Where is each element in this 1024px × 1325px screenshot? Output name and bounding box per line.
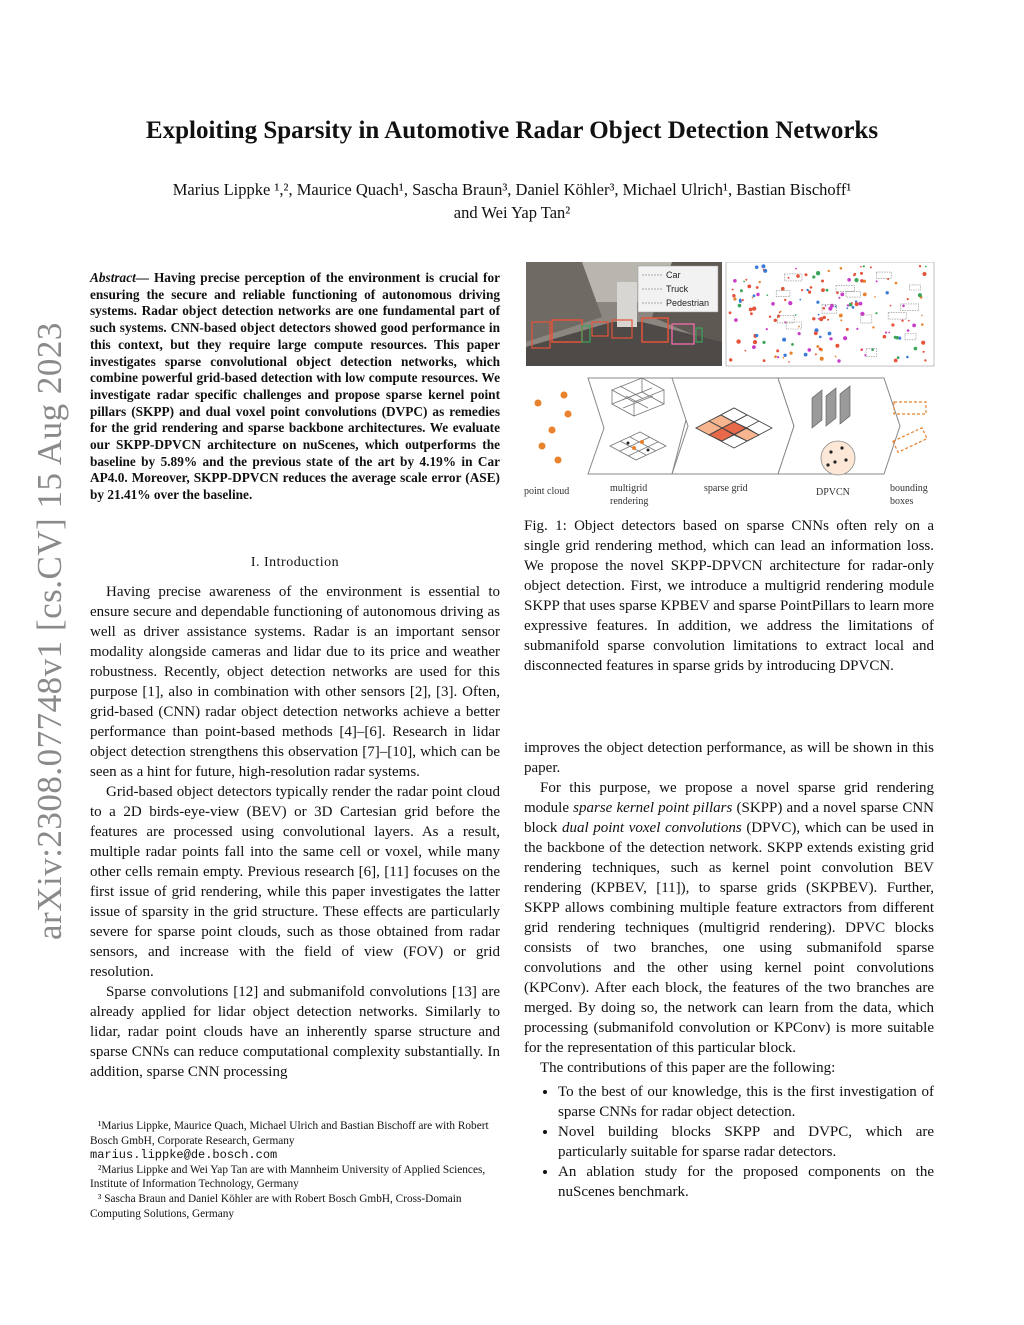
abstract [90,270,500,504]
figure-1-caption: Fig. 1: Object detectors based on sparse CNNs often rely on a single grid rendering method, which can lead an information loss. We propose the novel SKPP-DPVCN architecture for radar-only object detection. First, we introduce a multigrid rendering module SKPP that uses sparse KPBEV and sparse PointPillars to learn more expressive features. In addition, we address the limitations of submanifold sparse convolution limitations to extract local and disconnected features in sparse grids by introducing DPVCN. [524,518,934,674]
p2-text-c: (DPVC), which can be used in the backbone of the detection network. SKPP extends existing grid rendering techniques, such as kernel point convolution BEV rendering (KPBEV, [11]), to sparse grids (SKPBEV). Further, SKPP allows combining multiple feature extractors from different grid rendering techniques (multigrid rendering). DPVC blocks consists of two branches, one using submanifold sparse convolutions and the other using kernel point convolutions (KPConv). After each block, the features of the two branches are merged. By doing so, the network can learn from the data, which processing (submanifold convolution or KPConv) is more suitable for the representation of this particular block. [524,820,935,1056]
p2-emphasis-skpp: sparse kernel point pillars [573,800,733,816]
dpvcn-stage [778,378,900,475]
legend-car: Car [666,270,681,280]
intro-paragraph: Grid-based object detectors typically render the radar point cloud to a 2D birds-eye-view (BEV) or 3D Cartesian grid before the features are processed using convolutional layers. As a result, multiple radar points fall into the same cell or voxel, while many other cells remain empty. Previous research [6], [11] focuses on the first issue of grid rendering, while this paper investigates the latter issue of sparsity in the grid structure. These effects are particularly severe for sparse point clouds, such as those obtained from radar sensors, and increase with the field of view (FOV) or grid resolution. [90,784,500,980]
legend-truck: Truck [666,284,689,294]
author-line-2: and Wei Yap Tan² [453,203,571,222]
section-heading-introduction: I. Introduction [250,555,340,570]
intro-paragraph: Sparse convolutions [12] and submanifold convolutions [13] are already applied for lidar object detection networks. Similarly to lidar, radar point clouds have an inherently sparse structure and sparse CNNs can reduce computational complexity substantially. In addition, sparse CNN processing [90,984,500,1080]
figure-1-graphic [522,262,936,512]
abstract-label: Abstract— [90,270,150,285]
footnote-3: ³ Sascha Braun and Daniel Köhler are with Robert Bosch GmbH, Cross-Domain Computing Solutions, Germany [90,1192,462,1220]
paper-title: Exploiting Sparsity in Automotive Radar Object Detection Networks [145,117,879,144]
footnotes [90,1119,500,1221]
p2-text-a: For this purpose, we propose a novel sparse grid rendering module [524,780,934,816]
label-multigrid: multigrid [610,483,648,494]
right-paragraph-2 [524,778,934,1058]
legend [638,266,718,312]
label-bounding: bounding [890,483,928,494]
radar-bev-image [726,262,934,366]
right-paragraph-1: improves the object detection performance, as will be shown in this paper. [524,740,934,776]
label-point-cloud: point cloud [524,486,570,497]
point-cloud-stage [535,392,572,464]
p2-text-b: (SKPP) and a novel sparse CNN block [524,800,934,836]
label-dpvcn: DPVCN [816,487,850,498]
p2-emphasis-dpvc: dual point voxel convolutions [561,820,742,836]
introduction-body [90,582,500,1082]
label-rendering: rendering [610,496,649,507]
legend-pedestrian: Pedestrian [666,298,710,308]
label-boxes: boxes [890,496,914,507]
footnote-1: ¹Marius Lippke, Maurice Quach, Michael Ulrich and Bastian Bischoff are with Robert Bosch GmbH, Corporate Research, Germany [90,1120,489,1147]
sparse-grid-stage [672,378,794,474]
footnote-email-link[interactable]: marius.lippke@de.bosch.com [90,1148,278,1163]
author-list [90,178,934,224]
abstract-text: Having precise perception of the environment is crucial for ensuring the secure and reliable functioning of autonomous driving systems. Radar object detection networks are one fundamental part of such systems. CNN-based object detectors showed good performance in this context, but they require large compute resources. This paper investigates sparse convolutional object detection networks, which combine powerful grid-based detection with low compute resources. We investigate radar specific challenges and propose sparse kernel point pillars (SKPP) and dual voxel point convolutions (DVPC) as remedies for the grid rendering and sparse backbone architectures. We evaluate our SKPP-DPVCN architecture on nuScenes, which outperforms the baseline by 5.89% and the previous state of the art by 4.19% in Car AP4.0. Moreover, SKPP-DPVCN reduces the average scale error (ASE) by 21.41% over the baseline. [90,270,501,503]
list-item: • An ablation study for the proposed components on the nuScenes benchmark. [558,1162,934,1202]
right-column-body [524,738,934,1202]
contributions-list [524,1082,934,1202]
label-sparse-grid: sparse grid [704,483,748,494]
list-item: • Novel building blocks SKPP and DVPC, which are particularly suitable for sparse radar detectors. [558,1122,934,1162]
author-line-1: Marius Lippke ¹,², Maurice Quach¹, Sascha Braun³, Daniel Köhler³, Michael Ulrich¹, Bastian Bischoff¹ [172,180,852,199]
list-item: • To the best of our knowledge, this is the first investigation of sparse CNNs for radar object detection. [558,1082,934,1122]
right-paragraph-3: The contributions of this paper are the following: [540,1060,836,1076]
footnote-2: ²Marius Lippke and Wei Yap Tan are with Mannheim University of Applied Sciences, Institute of Information Technology, Germany [90,1163,486,1191]
arxiv-identifier[interactable]: arXiv:2308.07748v1 [cs.CV] 15 Aug 2023 [30,322,69,940]
multigrid-rendering-stage [588,378,688,474]
figure-1 [522,262,936,512]
intro-paragraph: Having precise awareness of the environment is essential to ensure secure and dependable functioning of autonomous driving as well as driver assistance systems. Radar is an important sensor modality alongside cameras and lidar due to its price and weather robustness. Recently, object detection networks are used for this purpose [1], also in combination with other sensors [2], [3]. Often, grid-based (CNN) radar object detection networks achieve a better performance than point-based methods [4]–[6]. Research in lidar object detection strengthens this observation [7]–[10], which can be seen as a hint for future, high-resolution radar systems. [90,584,500,780]
